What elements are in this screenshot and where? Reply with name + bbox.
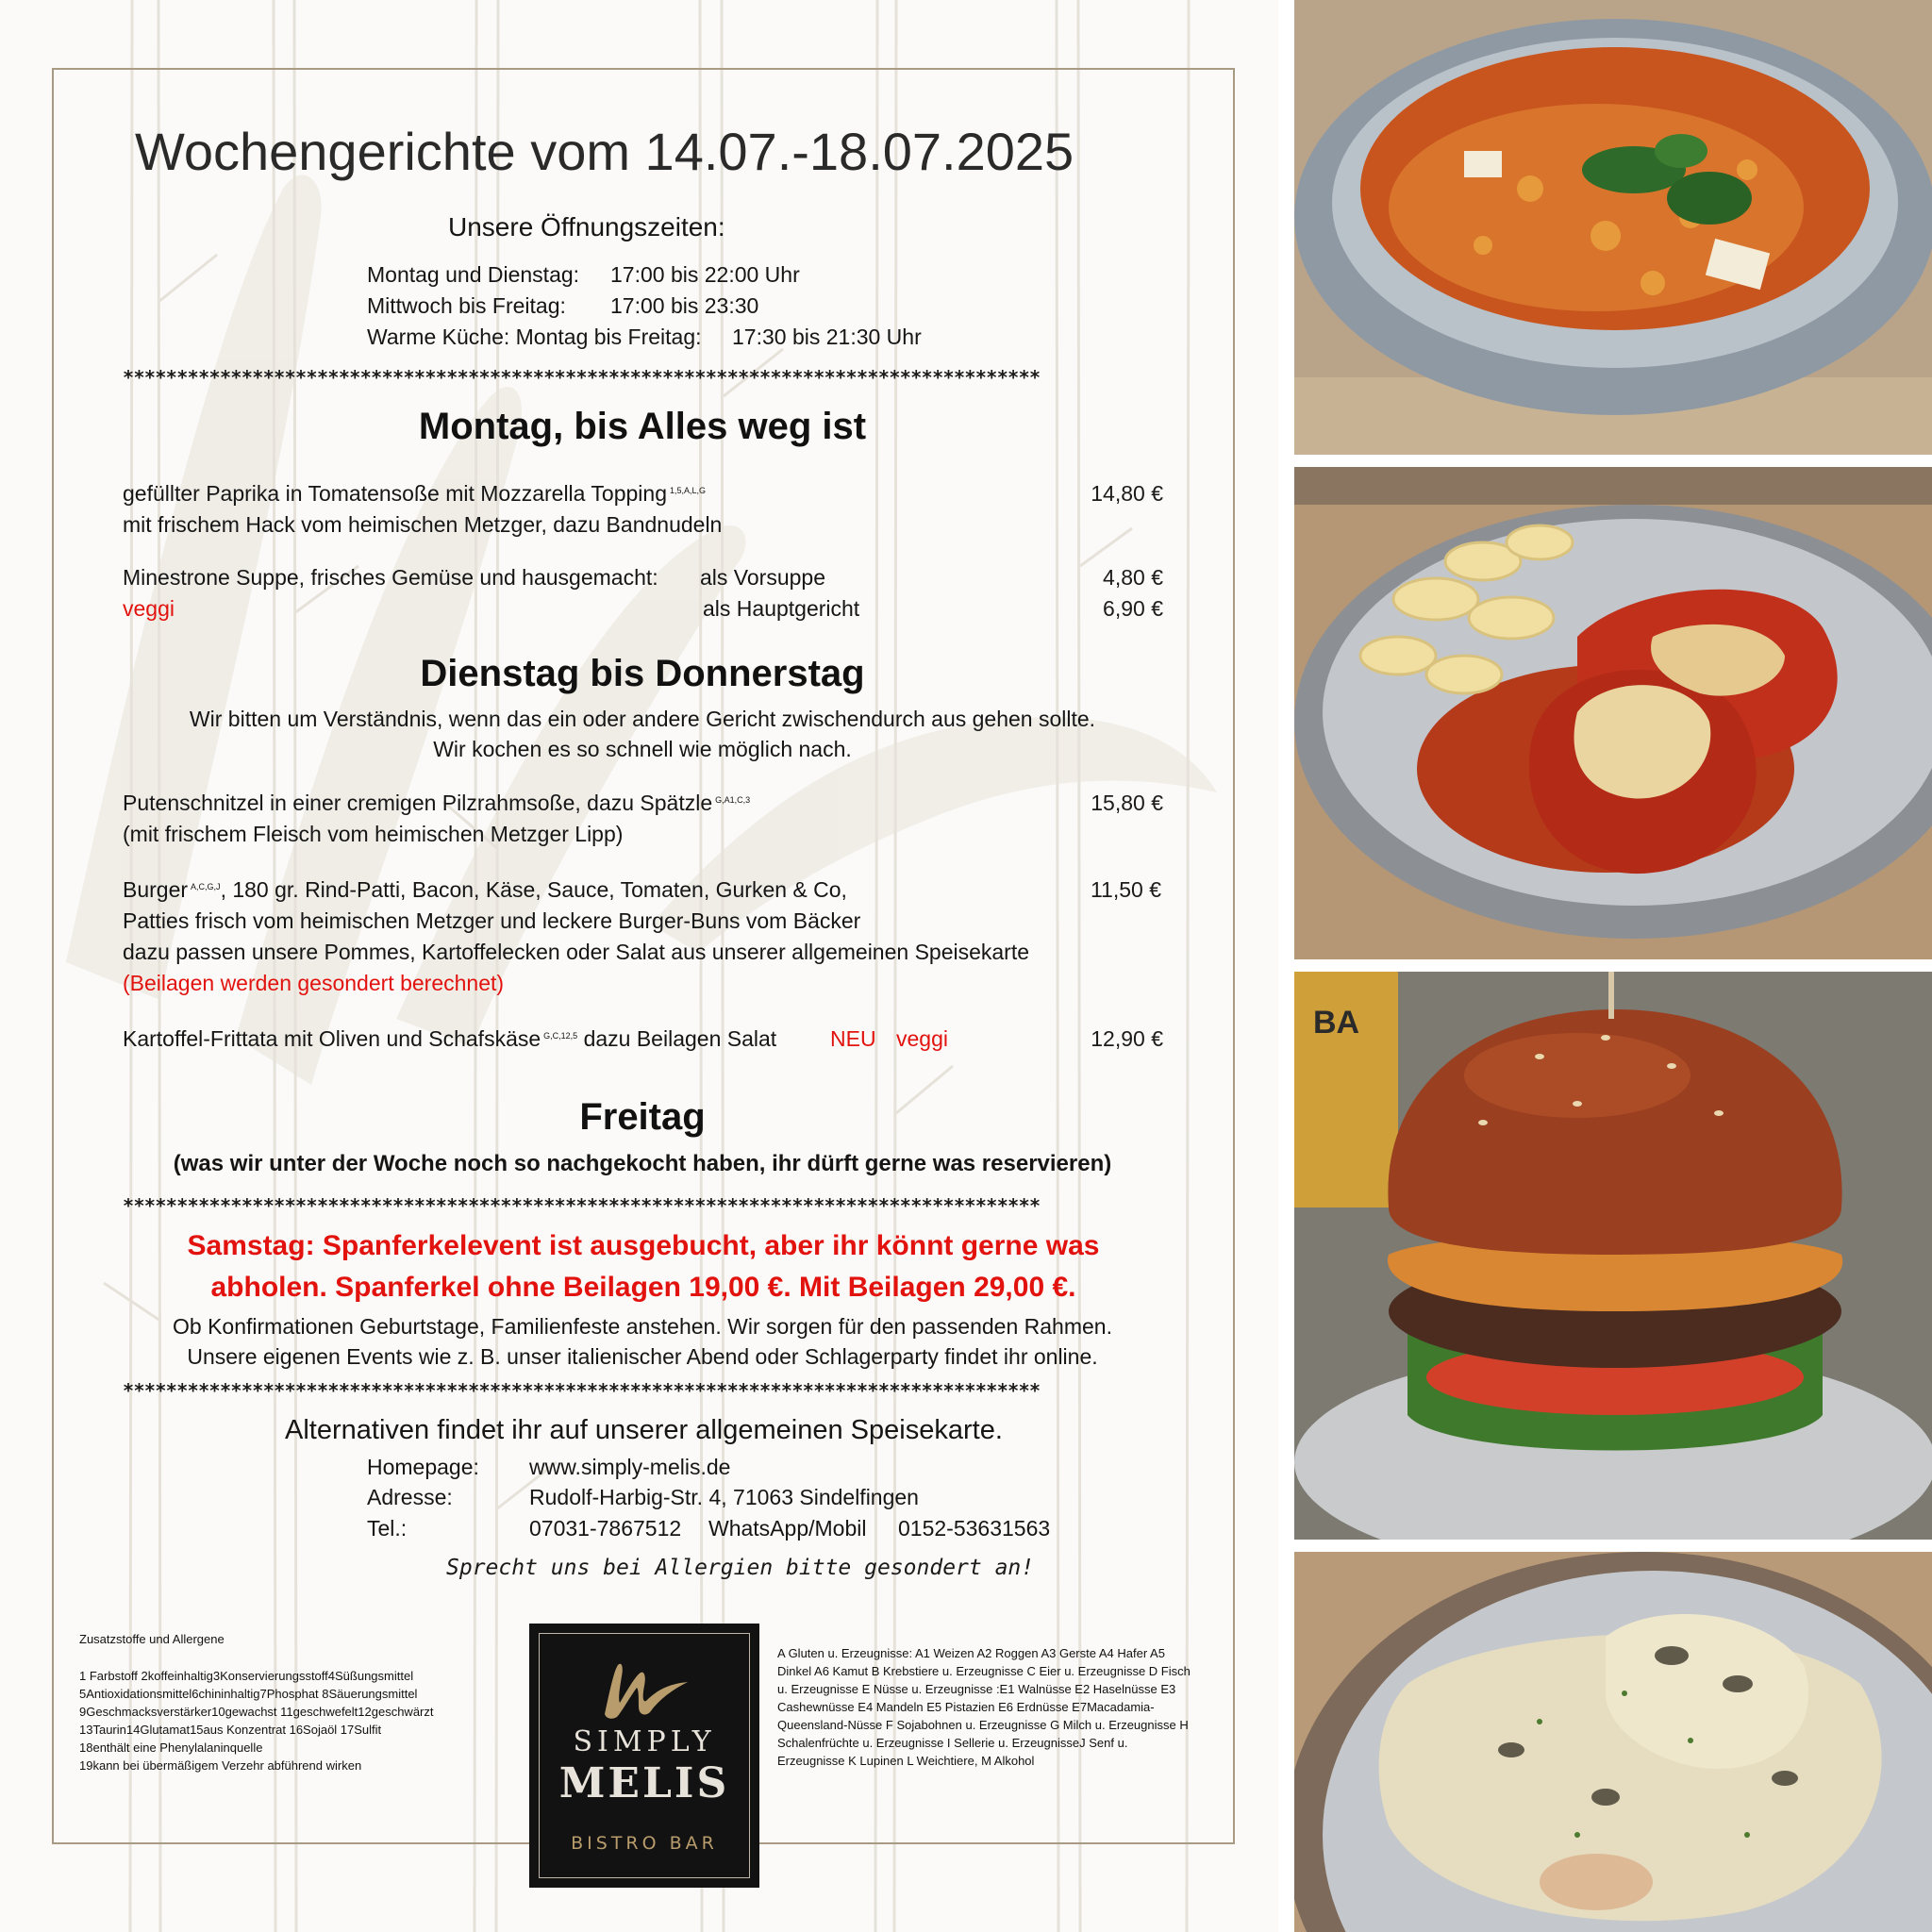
- friday-sub: (was wir unter der Woche noch so nachgekocht haben, ihr dürft gerne was reservieren): [173, 1151, 1112, 1176]
- soup-main-label: als Hauptgericht: [703, 596, 860, 621]
- saturday-line2: abholen. Spanferkel ohne Beilagen 19,00 €. Mit Beilagen 29,00 €.: [210, 1272, 1076, 1303]
- monday-dish1-line2: mit frischem Hack vom heimischen Metzger, dazu Bandnudeln: [123, 512, 723, 537]
- tel-label: Tel.:: [367, 1516, 408, 1541]
- frittata-tail: dazu Beilagen Salat: [583, 1026, 777, 1051]
- hours-label-3: Warme Küche: Montag bis Freitag:: [367, 325, 702, 349]
- frittata-new-badge: NEU: [830, 1026, 876, 1051]
- simply-melis-logo: [529, 1624, 759, 1888]
- star-divider-2: *************************************************************************************: [123, 1194, 1041, 1217]
- burger-line3: dazu passen unsere Pommes, Kartoffelecken oder Salat aus unserer allgemeinen Speisekarte: [123, 940, 1030, 964]
- soup-starter-label: als Vorsuppe: [700, 565, 825, 590]
- address-label: Adresse:: [367, 1485, 453, 1509]
- burger-line1: [123, 877, 847, 903]
- allergens-legend: A Gluten u. Erzeugnisse: A1 Weizen A2 Roggen A3 Gerste A4 Hafer A5 Dinkel A6 Kamut B Krebstiere u. Erzeugnisse C Eier u. Erzeugnisse D Fisch u. Erzeugnisse E Nüsse u. Erzeugnisse :E1 Walnüsse E2 Haselnüsse E3 Cashewnüsse E4 Mandeln E5 Pistazien E6 Erdnüsse E7Macadamia-Queensland-Nüsse F Sojabohnen u. Erzeugnisse G Milch u. Erzeugnisse H Schalenfrüchte u. Erzeugnisse I Sellerie u. ErzeugnisseJ Senf u. Erzeugnisse K Lupinen L Weichtiere, M Alkohol: [777, 1646, 1191, 1768]
- hours-label-2: Mittwoch bis Freitag:: [367, 293, 566, 318]
- photo-minestrone: [1294, 0, 1932, 455]
- additive-line: 1 Farbstoff 2koffeinhaltig3Konservierungsstoff4Süßungsmittel: [79, 1669, 414, 1683]
- frittata-name: Kartoffel-Frittata mit Oliven und Schafskäse: [123, 1026, 541, 1051]
- monday-dish1-name: gefüllter Paprika in Tomatensoße mit Mozzarella Topping: [123, 481, 667, 506]
- frittata-veggi-badge: veggi: [896, 1026, 948, 1051]
- schnitzel-price: 15,80 €: [1091, 791, 1163, 815]
- hours-time-1: 17:00 bis 22:00 Uhr: [610, 262, 800, 287]
- glass-text: BA: [1313, 1005, 1360, 1041]
- friday-heading: Freitag: [579, 1096, 706, 1138]
- tuethu-heading: Dienstag bis Donnerstag: [420, 653, 865, 694]
- frittata-price: 12,90 €: [1091, 1026, 1163, 1051]
- tel-value: 07031-7867512: [529, 1516, 682, 1541]
- logo-melis: MELIS: [558, 1759, 730, 1807]
- tuethu-note-1: Wir bitten um Verständnis, wenn das ein oder andere Gericht zwischendurch aus gehen sollte.: [189, 707, 1096, 731]
- schnitzel-name: Putenschnitzel in einer cremigen Pilzrahmsoße, dazu Spätzle: [123, 791, 713, 815]
- logo-bistro-bar: BISTRO BAR: [571, 1833, 718, 1854]
- photo-stuffed-pepper: [1294, 467, 1932, 959]
- schnitzel-line1: [123, 791, 750, 816]
- monday-heading: Montag, bis Alles weg ist: [418, 406, 867, 447]
- saturday-line1: Samstag: Spanferkelevent ist ausgebucht, aber ihr könnt gerne was: [187, 1230, 1100, 1261]
- mobile-label: WhatsApp/Mobil: [708, 1516, 867, 1541]
- burger-line2: Patties frisch vom heimischen Metzger und leckere Burger-Buns vom Bäcker: [123, 908, 861, 933]
- frittata-allergens: G,C,12,5: [543, 1031, 578, 1041]
- additives-list: [79, 1667, 434, 1774]
- additive-line: 18enthält eine Phenylalaninquelle: [79, 1740, 263, 1755]
- saturday-info1: Ob Konfirmationen Geburtstage, Familienfeste anstehen. Wir sorgen für den passenden Rahmen.: [173, 1314, 1112, 1339]
- soup-main-price: 6,90 €: [1103, 596, 1163, 621]
- monday-dish1-price: 14,80 €: [1091, 481, 1163, 506]
- homepage-label: Homepage:: [367, 1455, 479, 1479]
- hours-time-2: 17:00 bis 23:30: [610, 293, 759, 318]
- saturday-info2: Unsere eigenen Events wie z. B. unser italienischer Abend oder Schlagerparty findet ihr online.: [187, 1344, 1098, 1369]
- star-divider-3: *************************************************************************************: [123, 1379, 1041, 1402]
- frittata-line: [123, 1026, 776, 1052]
- soup-starter-price: 4,80 €: [1103, 565, 1163, 590]
- allergy-note: Sprecht uns bei Allergien bitte gesondert an!: [446, 1556, 1035, 1580]
- burger-desc: , 180 gr. Rind-Patti, Bacon, Käse, Sauce, Tomaten, Gurken & Co,: [220, 877, 847, 902]
- soup-veggi-badge: veggi: [123, 596, 175, 621]
- monday-dish1-line1: [123, 481, 706, 507]
- additive-line: 13Taurin14Glutamat15aus Konzentrat 16Sojaöl 17Sulfit: [79, 1723, 382, 1737]
- logo-simply: SIMPLY: [573, 1725, 716, 1758]
- schnitzel-allergens: G,A1,C,3: [715, 795, 751, 805]
- photo-burger: [1294, 972, 1932, 1540]
- additives-heading: Zusatzstoffe und Allergene: [79, 1632, 225, 1646]
- mobile-value: 0152-53631563: [898, 1516, 1051, 1541]
- burger-name: Burger: [123, 877, 189, 902]
- burger-sides-note: (Beilagen werden gesondert berechnet): [123, 971, 505, 995]
- address-value: Rudolf-Harbig-Str. 4, 71063 Sindelfingen: [529, 1485, 919, 1509]
- monday-dish1-allergens: 1,5,A,L,G: [670, 486, 707, 495]
- schnitzel-line2: (mit frischem Fleisch vom heimischen Metzger Lipp): [123, 822, 624, 846]
- additive-line: 5Antioxidationsmittel6chininhaltig7Phosphat 8Säuerungsmittel: [79, 1687, 418, 1701]
- menu-title: Wochengerichte vom 14.07.-18.07.2025: [135, 122, 1074, 181]
- photo-schnitzel: [1294, 1552, 1932, 1932]
- burger-price: 11,50 €: [1090, 877, 1161, 902]
- contact-heading: Alternativen findet ihr auf unserer allgemeinen Speisekarte.: [285, 1415, 1003, 1445]
- soup-line1: Minestrone Suppe, frisches Gemüse und hausgemacht:: [123, 565, 658, 590]
- tuethu-note-2: Wir kochen es so schnell wie möglich nach.: [433, 737, 852, 761]
- hours-heading: Unsere Öffnungszeiten:: [448, 212, 725, 242]
- burger-allergens: A,C,G,J: [191, 882, 221, 891]
- homepage-link[interactable]: www.simply-melis.de: [529, 1455, 731, 1479]
- additive-line: 9Geschmacksverstärker10gewachst 11geschwefelt12geschwärzt: [79, 1705, 434, 1719]
- additive-line: 19kann bei übermäßigem Verzehr abführend wirken: [79, 1758, 362, 1773]
- logo-m-icon: [597, 1659, 691, 1722]
- hours-label-1: Montag und Dienstag:: [367, 262, 580, 287]
- star-divider-1: *************************************************************************************: [123, 366, 1041, 389]
- hours-time-3: 17:30 bis 21:30 Uhr: [732, 325, 922, 349]
